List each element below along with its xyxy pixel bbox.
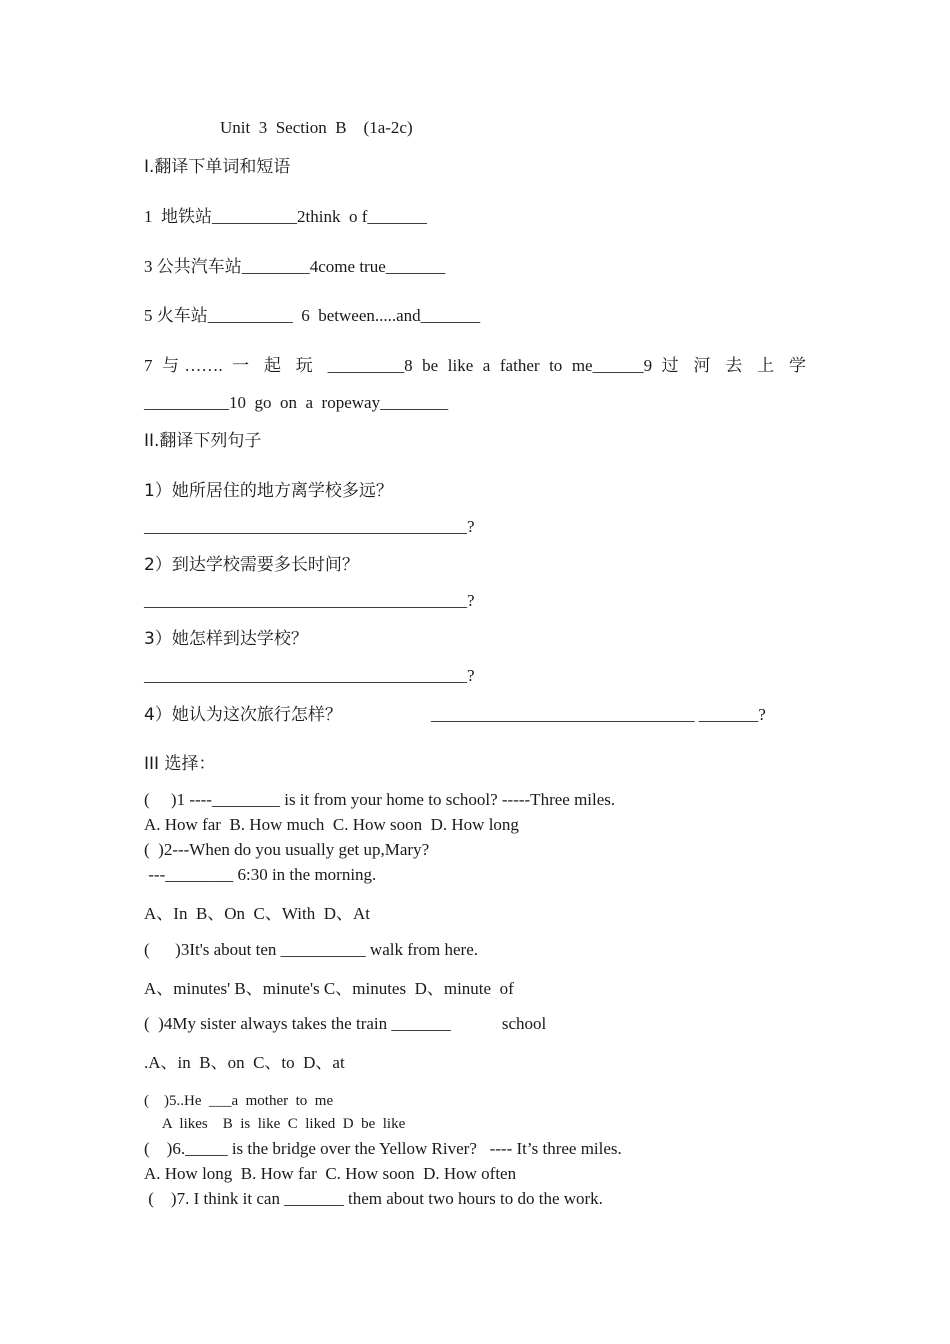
choice-options-2: A、In B、On C、With D、At	[144, 904, 370, 923]
choice-question-2-reply: ---________ 6:30 in the morning.	[144, 865, 377, 884]
translate-answer-line-3: ______________________________________?	[144, 666, 475, 685]
section-2-heading: II.翻译下列句子	[144, 431, 262, 451]
choice-question-6: ( )6._____ is the bridge over the Yellow River? ---- It’s three miles.	[144, 1139, 622, 1158]
translate-answer-line-1: ______________________________________?	[144, 517, 475, 536]
choice-question-5: ( )5..He ___a mother to me	[144, 1093, 334, 1109]
choice-question-7: ( )7. I think it can _______ them about two hours to do the work.	[144, 1189, 603, 1208]
section-3-heading: III 选择：	[144, 754, 216, 774]
translate-answer-line-4: _______________________________ _______?	[431, 705, 766, 724]
section-1-heading: I.翻译下单词和短语	[144, 157, 291, 177]
choice-question-3: ( )3It's about ten __________ walk from here.	[144, 940, 479, 959]
choice-question-2: ( )2---When do you usually get up,Mary?	[144, 840, 430, 859]
choice-options-3: A、minutes' B、minute's C、minutes D、minute of	[144, 979, 514, 998]
translate-answer-line-2: ______________________________________?	[144, 591, 475, 610]
vocab-line-5: __________10 go on a ropeway________	[144, 393, 449, 412]
choice-options-5: A likes B is like C liked D be like	[144, 1116, 406, 1132]
choice-options-4: .A、in B、on C、to D、at	[144, 1053, 345, 1072]
choice-options-6: A. How long B. How far C. How soon D. How often	[144, 1164, 517, 1183]
vocab-line-3: 5 火车站__________ 6 between.....and_______	[144, 306, 481, 325]
choice-question-4: ( )4My sister always takes the train _______ school	[144, 1014, 547, 1033]
vocab-line-4: 7 与……. 一 起 玩 _________8 be like a father to me______9 过 河 去 上 学	[144, 356, 806, 375]
vocab-line-2: 3 公共汽车站________4come true_______	[144, 257, 446, 276]
translate-question-2: 2）到达学校需要多长时间？	[144, 555, 359, 575]
choice-options-1: A. How far B. How much C. How soon D. How long	[144, 815, 519, 834]
translate-question-4: 4）她认为这次旅行怎样？	[144, 705, 342, 725]
translate-question-1: 1）她所居住的地方离学校多远？	[144, 481, 393, 501]
vocab-line-1: 1 地铁站__________2think o f_______	[144, 207, 427, 226]
translate-question-3: 3）她怎样到达学校？	[144, 629, 308, 649]
choice-question-1: ( )1 ----________ is it from your home to school? -----Three miles.	[144, 790, 616, 809]
page-title: Unit 3 Section B (1a-2c)	[220, 118, 413, 137]
